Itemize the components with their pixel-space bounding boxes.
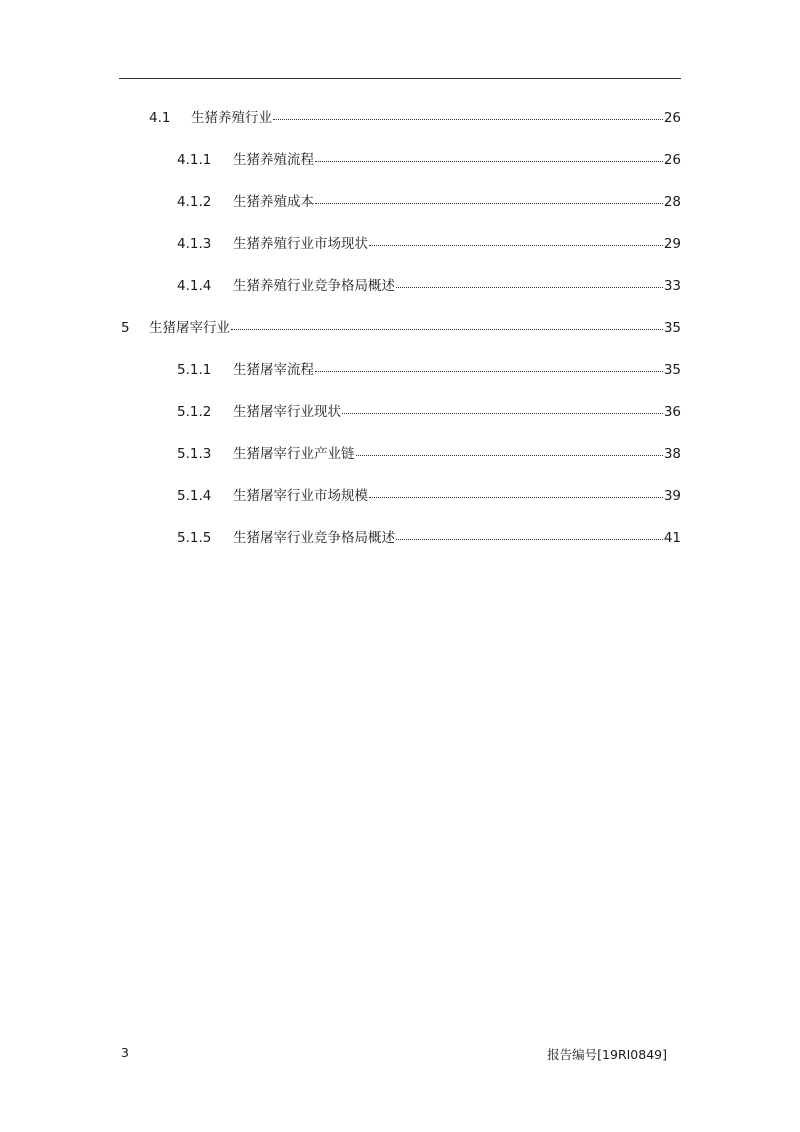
- toc-entry-number: 4.1.2: [177, 194, 212, 210]
- toc-leader-dots: [315, 371, 663, 372]
- toc-leader-dots: [396, 287, 663, 288]
- toc-leader-dots: [356, 455, 663, 456]
- toc-entry-title: 生猪屠宰流程: [233, 362, 314, 378]
- header-rule: [119, 78, 681, 79]
- toc-entry-title: 生猪养殖流程: [233, 152, 314, 168]
- toc-entry-page: 35: [663, 362, 681, 378]
- toc-entry-title: 生猪屠宰行业竞争格局概述: [233, 530, 395, 546]
- toc-entry-page: 26: [663, 152, 681, 168]
- toc-entry-5-1-4[interactable]: [0, 485, 800, 507]
- toc-leader-dots: [396, 539, 663, 540]
- toc-entry-page: 41: [663, 530, 681, 546]
- footer-report-id: 报告编号[19RI0849]: [547, 1047, 667, 1062]
- toc-entry-number: 5.1.5: [177, 530, 212, 546]
- toc-entry-4-1-2[interactable]: [0, 191, 800, 213]
- footer-page-number: 3: [121, 1045, 129, 1060]
- toc-entry-4-1-1[interactable]: [0, 149, 800, 171]
- toc-entry-number: 4.1.1: [177, 152, 212, 168]
- toc-entry-number: 5: [121, 320, 130, 336]
- toc-entry-page: 33: [663, 278, 681, 294]
- toc-entry-4-1-3[interactable]: [0, 233, 800, 255]
- toc-leader-dots: [342, 413, 663, 414]
- toc-leader-dots: [369, 245, 663, 246]
- toc-entry-page: 35: [663, 320, 681, 336]
- toc-entry-5[interactable]: [0, 317, 800, 339]
- toc-leader-dots: [315, 161, 663, 162]
- toc-entry-page: 36: [663, 404, 681, 420]
- toc-entry-title: 生猪养殖行业: [191, 110, 272, 126]
- toc-entry-5-1-1[interactable]: [0, 359, 800, 381]
- toc-entry-title: 生猪养殖成本: [233, 194, 314, 210]
- toc-entry-page: 39: [663, 488, 681, 504]
- toc-entry-number: 5.1.4: [177, 488, 212, 504]
- toc-entry-number: 4.1.4: [177, 278, 212, 294]
- toc-entry-number: 4.1.3: [177, 236, 212, 252]
- toc-entry-page: 28: [663, 194, 681, 210]
- toc-leader-dots: [315, 203, 663, 204]
- toc-entry-4-1-4[interactable]: [0, 275, 800, 297]
- toc-entry-number: 4.1: [149, 110, 171, 126]
- toc-leader-dots: [273, 119, 663, 120]
- toc-leader-dots: [231, 329, 663, 330]
- toc-entry-title: 生猪屠宰行业现状: [233, 404, 341, 420]
- toc-entry-page: 26: [663, 110, 681, 126]
- toc-leader-dots: [369, 497, 663, 498]
- toc-entry-5-1-2[interactable]: [0, 401, 800, 423]
- toc-entry-number: 5.1.1: [177, 362, 212, 378]
- toc-entry-title: 生猪屠宰行业产业链: [233, 446, 355, 462]
- toc-entry-page: 29: [663, 236, 681, 252]
- toc-entry-title: 生猪屠宰行业市场规模: [233, 488, 368, 504]
- toc-entry-5-1-3[interactable]: [0, 443, 800, 465]
- toc-entry-page: 38: [663, 446, 681, 462]
- toc-entry-title: 生猪屠宰行业: [149, 320, 230, 336]
- toc-entry-number: 5.1.2: [177, 404, 212, 420]
- toc-entry-number: 5.1.3: [177, 446, 212, 462]
- toc-entry-title: 生猪养殖行业市场现状: [233, 236, 368, 252]
- toc-entry-5-1-5[interactable]: [0, 527, 800, 549]
- toc-entry-4-1[interactable]: [0, 107, 800, 129]
- toc-entry-title: 生猪养殖行业竞争格局概述: [233, 278, 395, 294]
